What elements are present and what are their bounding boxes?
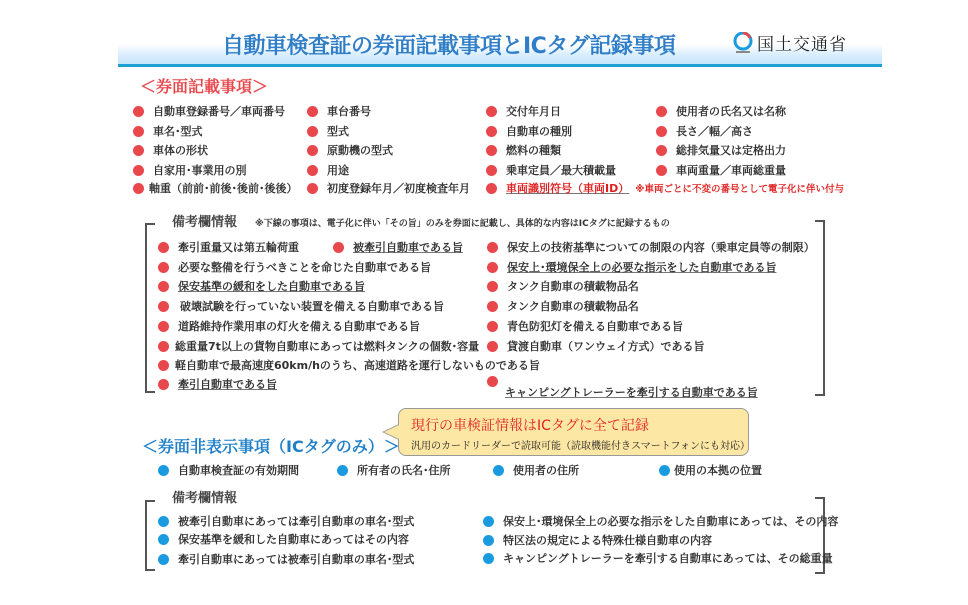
list-item: タンク自動車の積載物品名 [487, 298, 639, 314]
bullet-icon [486, 165, 497, 176]
header-rule [118, 64, 882, 67]
bracket-left [145, 223, 155, 393]
remarks1-note: ※下線の事項は、電子化に伴い「その旨」のみを券面に記載し、具体的な内容はICタグに記録するもの [255, 219, 670, 229]
list-item: 道路維持作業用車の灯火を備える自動車である旨 [158, 318, 420, 334]
callout-title: 現行の車検証情報はICタグに全て記録 [411, 418, 649, 434]
bullet-icon [333, 242, 344, 253]
list-item: 型式 [307, 123, 349, 139]
bullet-icon [487, 372, 507, 391]
bullet-icon [337, 465, 348, 476]
logo-text: 国土交通省 [757, 35, 847, 55]
page-title: 自動車検査証の券面記載事項とICタグ記録事項 [222, 34, 676, 59]
bullet-icon [483, 535, 494, 546]
list-item: 総排気量又は定格出力 [656, 142, 786, 158]
list-item: 牽引重量又は第五輪荷重 [158, 239, 299, 255]
bullet-icon [307, 106, 318, 117]
list-item: 保安上･環境保全上の必要な指示をした自動車にあっては、その内容 [483, 513, 838, 529]
bullet-icon [158, 301, 169, 312]
list-item: 燃料の種類 [486, 142, 561, 158]
bullet-icon [487, 321, 498, 332]
remarks2-title: 備考欄情報 [172, 491, 238, 506]
bullet-icon [133, 126, 144, 137]
bullet-icon [158, 262, 169, 273]
list-item: 破壊試験を行っていない装置を備える自動車である旨 [158, 298, 444, 314]
list-item: 初度登録年月／初度検査年月 [307, 180, 470, 196]
list-item: 牽引自動車にあっては被牽引自動車の車名･型式 [158, 551, 414, 567]
list-item: 使用者の住所 [493, 462, 579, 478]
bullet-icon [158, 379, 169, 390]
bullet-icon [133, 183, 144, 194]
list-item: 保安基準を緩和した自動車にあってはその内容 [158, 531, 409, 547]
bullet-icon [486, 106, 497, 117]
bullet-icon [307, 126, 318, 137]
list-item: 交付年月日 [486, 103, 561, 119]
remarks1-header [172, 211, 670, 230]
callout-subtitle: 汎用のカードリーダーで読取可能（読取機能付きスマートフォンにも対応） [411, 441, 750, 452]
list-item: 特区法の規定による特殊仕様自動車の内容 [483, 532, 712, 548]
list-item: 自家用･事業用の別 [133, 162, 247, 178]
bullet-icon [133, 165, 144, 176]
list-item: 自動車の種別 [486, 123, 572, 139]
callout-box [398, 408, 749, 456]
bullet-icon [158, 465, 169, 476]
list-item: 軽自動車で最高速度60km/hのうち、高速道路を運行しないものである旨 [158, 357, 540, 373]
bullet-icon [307, 183, 318, 194]
logo [733, 30, 847, 55]
list-item: 使用の本拠の位置 [659, 462, 762, 478]
bullet-icon [486, 126, 497, 137]
hidden-section-title: ＜券面非表示事項（ICタグのみ）＞ [142, 437, 400, 456]
bullet-icon [483, 553, 494, 564]
list-item: 車台番号 [307, 103, 371, 119]
bullet-icon [656, 126, 667, 137]
list-item: 被牽引自動車にあっては牽引自動車の車名･型式 [158, 513, 414, 529]
list-item: 必要な整備を行うべきことを命じた自動車である旨 [158, 259, 431, 275]
bullet-icon [486, 145, 497, 156]
bullet-icon [656, 106, 667, 117]
bullet-icon [656, 165, 667, 176]
bullet-icon [486, 183, 497, 194]
list-item: 自動車登録番号／車両番号 [133, 103, 285, 119]
bullet-icon [493, 465, 504, 476]
list-item: 用途 [307, 162, 349, 178]
vehicle-id-item [486, 180, 844, 196]
list-item: 車両重量／車両総重量 [656, 162, 786, 178]
bullet-icon [487, 262, 498, 273]
bracket-right [815, 220, 825, 396]
list-item: 原動機の型式 [307, 142, 393, 158]
bullet-icon [158, 242, 169, 253]
mlit-logo-icon [733, 32, 753, 54]
bullet-icon [158, 554, 169, 565]
list-item: 自動車検査証の有効期間 [158, 462, 299, 478]
remarks1-title: 備考欄情報 [172, 215, 238, 230]
bullet-icon [158, 281, 169, 292]
list-item: 保安上･環境保全上の必要な指示をした自動車である旨 [487, 259, 777, 275]
bullet-icon [158, 516, 169, 527]
list-item: 車体の形状 [133, 142, 208, 158]
list-item: 乗車定員／最大積載量 [486, 162, 616, 178]
list-item: キャンピングトレーラーを牽引する自動車である旨 [505, 386, 758, 399]
bullet-icon [133, 106, 144, 117]
list-item: 保安基準の緩和をした自動車である旨 [158, 278, 365, 294]
bullet-icon [487, 281, 498, 292]
list-item: 貸渡自動車（ワンウェイ方式）である旨 [487, 338, 705, 354]
bullet-icon [487, 301, 498, 312]
list-item: 牽引自動車である旨 [158, 376, 277, 392]
vehicle-id-note: ※車両ごとに不変の番号として電子化に伴い付与 [635, 184, 844, 195]
list-item: 使用者の氏名又は名称 [656, 103, 786, 119]
list-item: 長さ／幅／高さ [656, 123, 753, 139]
list-item: 軸重（前前･前後･後前･後後） [133, 180, 298, 196]
bullet-icon [158, 360, 169, 371]
bullet-icon [487, 341, 498, 352]
list-item: 青色防犯灯を備える自動車である旨 [487, 318, 683, 334]
bracket-left [145, 500, 155, 571]
bullet-icon [483, 516, 494, 527]
list-item: 所有者の氏名･住所 [337, 462, 451, 478]
bullet-icon [133, 145, 144, 156]
list-item: キャンピングトレーラーを牽引する自動車にあっては、その総重量 [483, 550, 833, 566]
printed-section-title: ＜券面記載事項＞ [140, 77, 269, 96]
bullet-icon [307, 145, 318, 156]
bullet-icon [659, 465, 670, 476]
bullet-icon [158, 534, 169, 545]
list-item: 保安上の技術基準についての制限の内容（乗車定員等の制限） [487, 239, 815, 255]
bullet-icon [656, 145, 667, 156]
vehicle-id-label: 車両識別符号（車両ID） [506, 182, 630, 195]
bullet-icon [307, 165, 318, 176]
bullet-icon [487, 242, 498, 253]
bullet-icon [158, 321, 169, 332]
list-item: タンク自動車の積載物品名 [487, 278, 639, 294]
list-item: 車名･型式 [133, 123, 203, 139]
list-item: 総重量7t以上の貨物自動車にあっては燃料タンクの個数･容量 [158, 338, 479, 354]
list-item: 被牽引自動車である旨 [333, 239, 463, 255]
bullet-icon [158, 341, 169, 352]
